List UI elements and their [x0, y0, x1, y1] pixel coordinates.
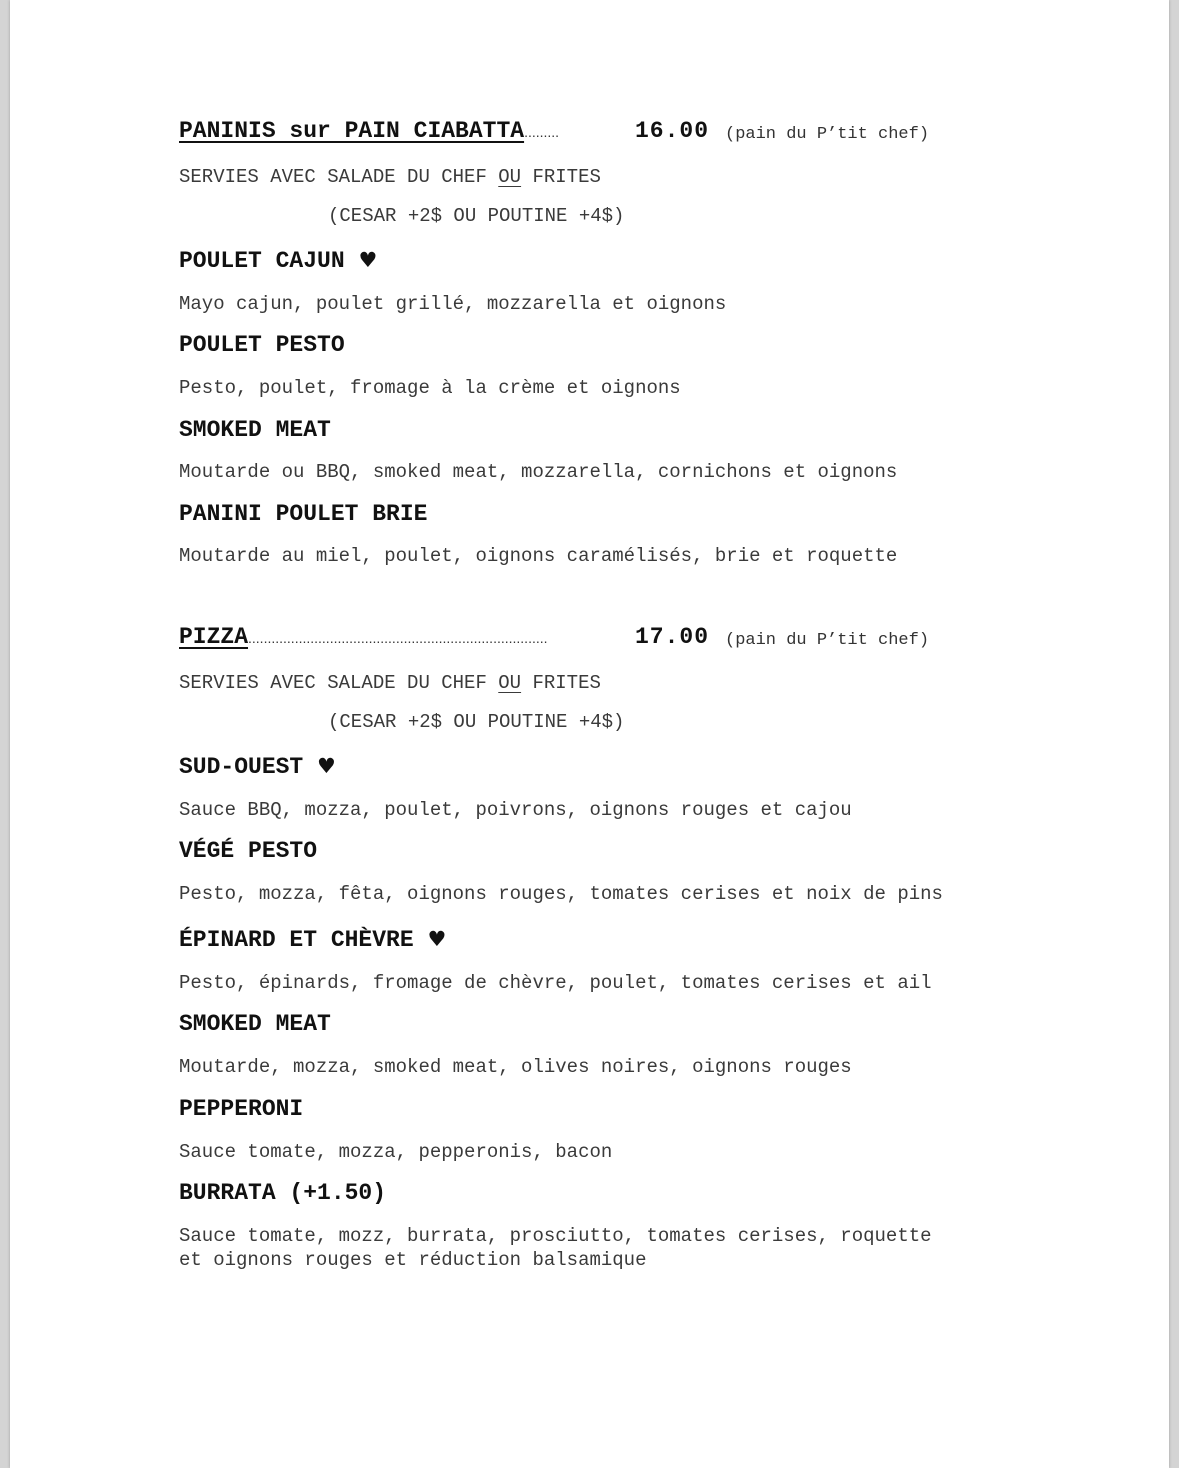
menu-item-name: BURRATA (+1.50)	[179, 1180, 387, 1206]
menu-item-desc: Pesto, poulet, fromage à la crème et oignons	[179, 377, 681, 399]
section-price: 17.00	[634, 624, 709, 650]
menu-item-desc: Sauce tomate, mozza, pepperonis, bacon	[179, 1141, 613, 1163]
menu-item-desc: Mayo cajun, poulet grillé, mozzarella et oignons	[179, 293, 727, 315]
menu-item-desc: Moutarde au miel, poulet, oignons caramélisés, brie et roquette	[179, 545, 898, 567]
menu-page	[10, 0, 1169, 1468]
menu-item-name: VÉGÉ PESTO	[179, 838, 318, 864]
serve-text-end: FRITES	[521, 166, 601, 188]
section-note: (pain du P’tit chef)	[725, 631, 930, 650]
section-header-pizza	[179, 624, 709, 650]
section-title: PIZZA	[179, 624, 249, 650]
menu-item-desc: Sauce tomate, mozz, burrata, prosciutto, tomates cerises, roquette	[179, 1225, 932, 1247]
heart-icon: ♥	[358, 248, 378, 272]
item-name-text: ÉPINARD ET CHÈVRE	[179, 927, 414, 953]
menu-item-name: SMOKED MEAT	[179, 1011, 331, 1037]
serve-ou: OU	[498, 166, 522, 188]
menu-item-name	[179, 754, 336, 780]
serve-text: SERVIES AVEC SALADE DU CHEF	[179, 672, 499, 694]
heart-icon: ♥	[427, 927, 447, 951]
menu-item-name: PEPPERONI	[179, 1096, 304, 1122]
serve-options: (CESAR +2$ OU POUTINE +4$)	[328, 711, 625, 733]
section-header-paninis	[179, 118, 709, 144]
heart-icon: ♥	[317, 754, 336, 778]
menu-item-desc: Pesto, mozza, fêta, oignons rouges, tomates cerises et noix de pins	[179, 883, 943, 905]
serve-line	[179, 672, 601, 694]
menu-item-name	[179, 248, 377, 274]
menu-item-desc: Sauce BBQ, mozza, poulet, poivrons, oignons rouges et cajou	[179, 799, 852, 821]
menu-item-desc: Pesto, épinards, fromage de chèvre, poulet, tomates cerises et ail	[179, 972, 932, 994]
menu-item-desc: et oignons rouges et réduction balsamique	[179, 1249, 647, 1271]
section-note: (pain du P’tit chef)	[725, 125, 930, 144]
menu-item-desc: Moutarde, mozza, smoked meat, olives noires, oignons rouges	[179, 1056, 852, 1078]
section-title: PANINIS sur PAIN CIABATTA	[179, 118, 525, 144]
serve-line	[179, 166, 601, 188]
serve-text-end: FRITES	[521, 672, 601, 694]
item-name-text: POULET CAJUN	[179, 248, 345, 274]
menu-item-name: POULET PESTO	[179, 332, 345, 358]
item-name-text: SUD-OUEST	[179, 754, 304, 780]
leader-dots: .........	[524, 124, 560, 140]
section-price: 16.00	[634, 118, 709, 144]
menu-item-name	[179, 927, 446, 953]
serve-ou: OU	[498, 672, 522, 694]
menu-item-name: SMOKED MEAT	[179, 417, 331, 443]
menu-item-name: PANINI POULET BRIE	[179, 501, 428, 527]
leader-dots: .............................................................................	[248, 630, 548, 646]
menu-item-desc: Moutarde ou BBQ, smoked meat, mozzarella, cornichons et oignons	[179, 461, 898, 483]
serve-options: (CESAR +2$ OU POUTINE +4$)	[328, 205, 625, 227]
serve-text: SERVIES AVEC SALADE DU CHEF	[179, 166, 499, 188]
